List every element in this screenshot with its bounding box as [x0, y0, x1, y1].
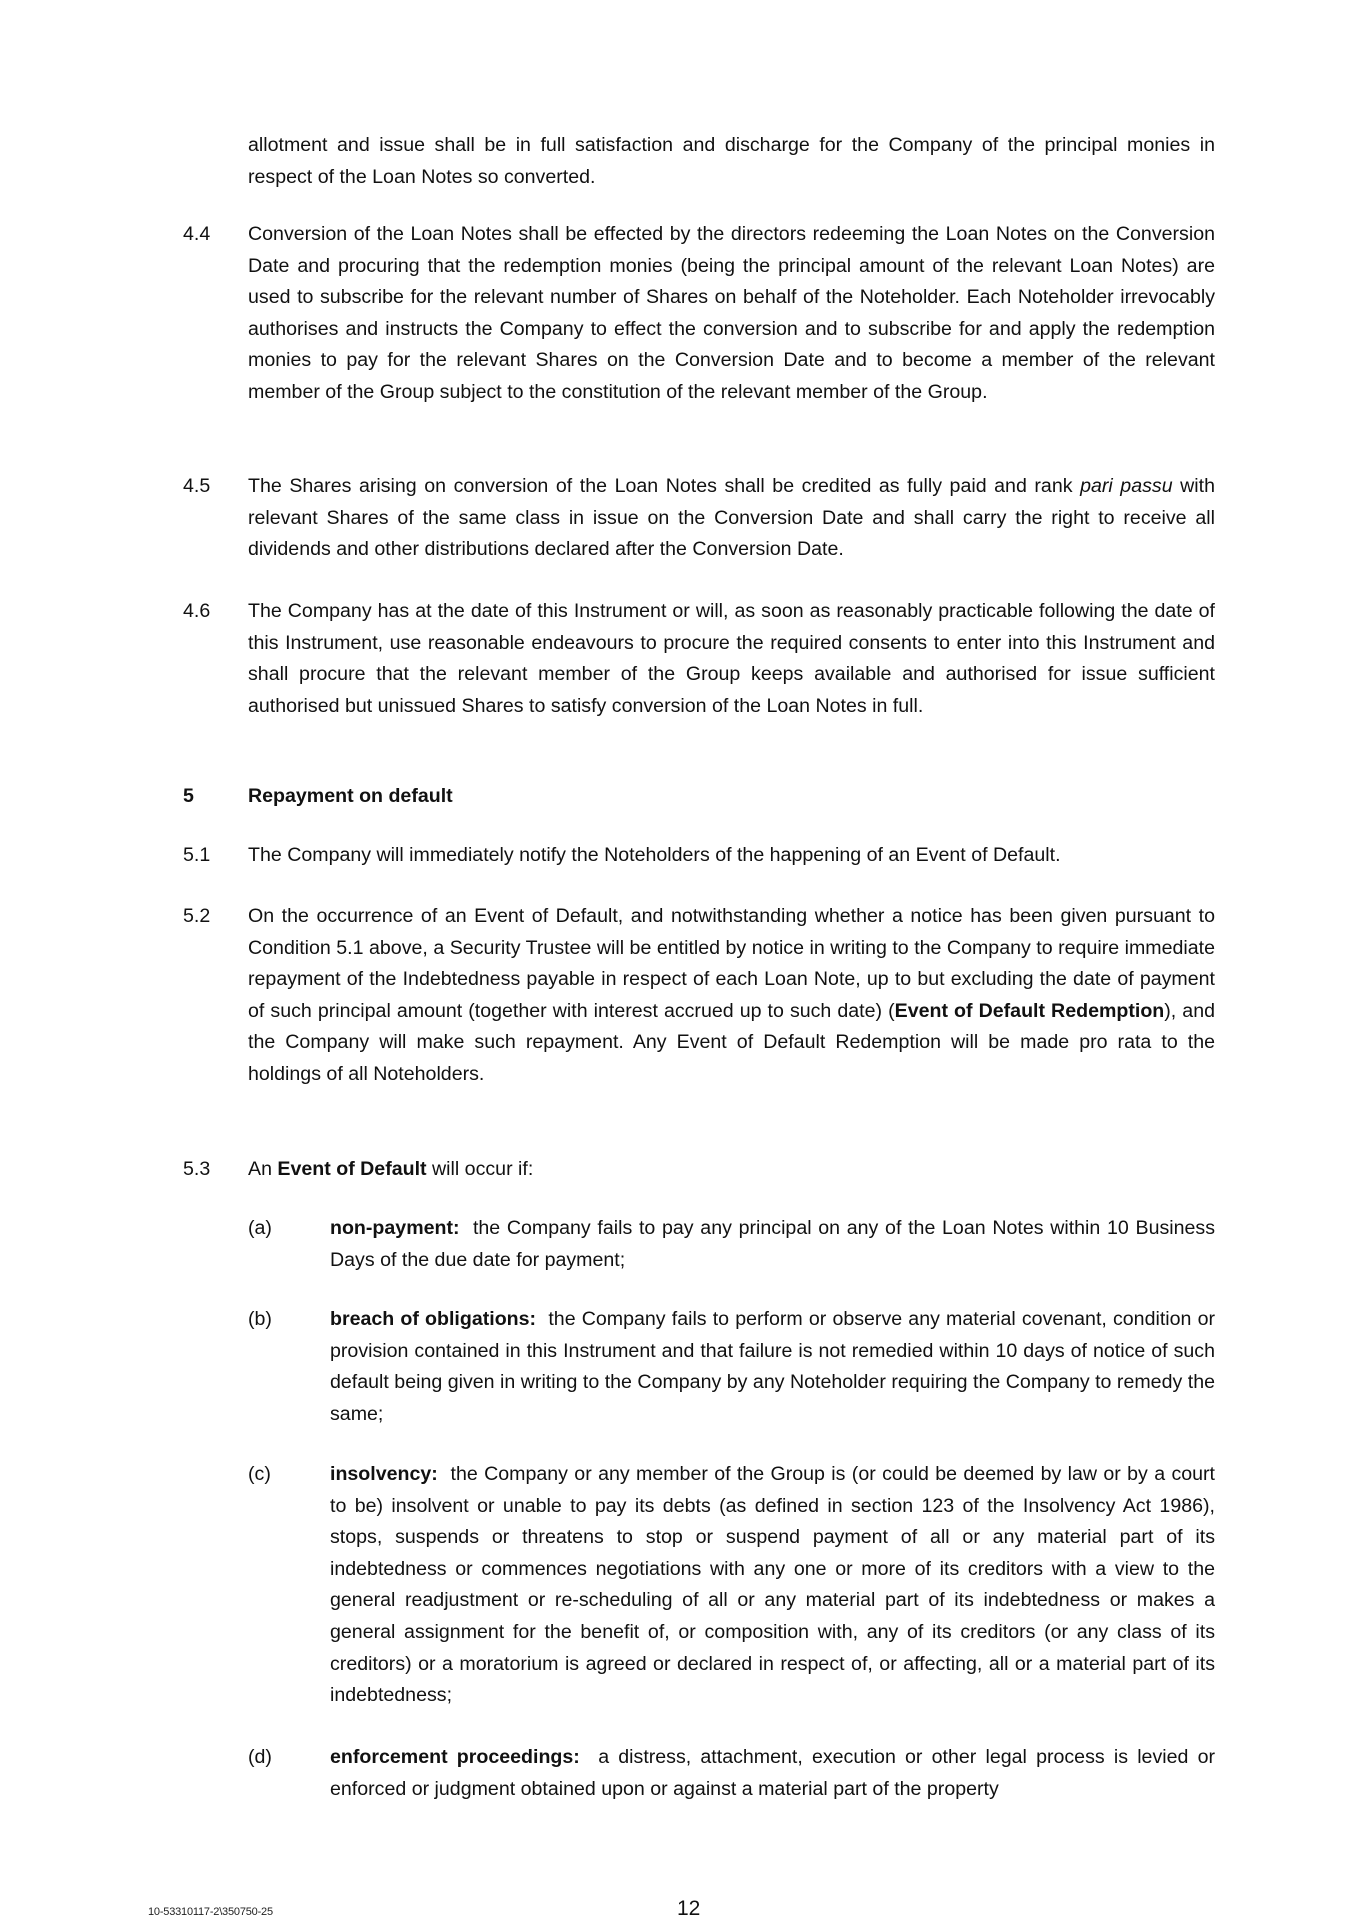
sub-item-label: (c) [248, 1463, 271, 1485]
sub-item-c [248, 1459, 1215, 1712]
sub-item-text [330, 1459, 1215, 1712]
continuation-paragraph [183, 130, 1215, 193]
clause-text-part: On the occurrence of an Event of Default, and notwithstanding whether a notice has been given pursuant to Condition 5.1 above, a Security Trustee will be entitled by notice in writing to the Company to require immediate repayment of the Indebtedness payable in respect of each Loan Note, up to but excluding the date of payment of such principal amount (together with interest accrued up to such date) ( [248, 905, 1215, 1022]
clause-text [248, 1154, 1215, 1186]
sub-item-body: a distress, attachment, execution or other legal process is levied or enforced or judgment obtained upon or against a material part of the property [330, 1746, 1215, 1800]
sub-item-a [248, 1213, 1215, 1276]
clause-text-part: with relevant Shares of the same class in issue on the Conversion Date and shall carry the right to receive all dividends and other distributions declared after the Conversion Date. [248, 475, 1215, 561]
sub-item-title: insolvency: [330, 1463, 438, 1485]
clause-number: 5.3 [183, 1158, 211, 1180]
section-heading [183, 781, 1215, 813]
sub-item-label: (a) [248, 1217, 272, 1239]
clause-number: 5.1 [183, 844, 211, 866]
sub-item-text [330, 1742, 1215, 1805]
sub-item-b [248, 1304, 1215, 1430]
clause-text [248, 471, 1215, 566]
sub-item-title: non-payment: [330, 1217, 460, 1239]
clause-number: 4.6 [183, 600, 211, 622]
clause-number: 4.5 [183, 475, 211, 497]
sub-item-label: (d) [248, 1746, 272, 1768]
clause-number: 5.2 [183, 905, 211, 927]
sub-item-title: enforcement proceedings: [330, 1746, 580, 1768]
clause-text [248, 901, 1215, 1091]
clause-text-part: ), and the Company will make such repayment. Any Event of Default Redemption will be made pro rata to the holdings of all Noteholders. [248, 999, 1215, 1085]
sub-item-text [330, 1213, 1215, 1276]
sub-item-text [330, 1304, 1215, 1430]
sub-item-title: breach of obligations: [330, 1308, 537, 1330]
clause-5-2 [183, 901, 1215, 1091]
section-number: 5 [183, 785, 194, 807]
italic-term: pari passu [1080, 475, 1173, 497]
defined-term: Event of Default [277, 1158, 427, 1180]
clause-text-part: will occur if: [426, 1158, 534, 1180]
page-number: 12 [677, 1897, 701, 1920]
clause-4-6 [183, 596, 1215, 722]
clause-text: The Company will immediately notify the Noteholders of the happening of an Event of Default. [248, 844, 1061, 866]
clause-5-3 [183, 1154, 1215, 1186]
clause-4-4 [183, 219, 1215, 409]
document-reference: 10-53310117-2\350750-25 [148, 1906, 273, 1918]
paragraph-text: allotment and issue shall be in full satisfaction and discharge for the Company of the principal monies in respect of the Loan Notes so converted. [248, 134, 1215, 188]
sub-item-label: (b) [248, 1308, 272, 1330]
clause-text: The Company has at the date of this Instrument or will, as soon as reasonably practicable following the date of this Instrument, use reasonable endeavours to procure the required consents to enter into this Instrument and shall procure that the relevant member of the Group keeps available and authorised for issue sufficient authorised but unissued Shares to satisfy conversion of the Loan Notes in full. [248, 600, 1215, 717]
clause-text-part: The Shares arising on conversion of the Loan Notes shall be credited as fully paid and rank [248, 475, 1081, 497]
clause-4-5 [183, 471, 1215, 566]
clause-text-part: An [248, 1158, 278, 1180]
clause-5-1 [183, 840, 1215, 872]
clause-number: 4.4 [183, 223, 211, 245]
sub-item-body: the Company fails to pay any principal on any of the Loan Notes within 10 Business Days of the due date for payment; [330, 1217, 1216, 1271]
defined-term: Event of Default Redemption [894, 999, 1165, 1022]
sub-item-d [248, 1742, 1215, 1805]
section-title: Repayment on default [248, 785, 453, 807]
sub-item-body: the Company fails to perform or observe any material covenant, condition or provision contained in this Instrument and that failure is not remedied within 10 days of notice of such default being given in writing to the Company by any Noteholder requiring the Company to remedy the same; [330, 1308, 1215, 1425]
clause-text: Conversion of the Loan Notes shall be effected by the directors redeeming the Loan Notes on the Conversion Date and procuring that the redemption monies (being the principal amount of the relevant Loan Notes) are used to subscribe for the relevant number of Shares on behalf of the Noteholder. Each Noteholder irrevocably authorises and instructs the Company to effect the conversion and to subscribe for and apply the redemption monies to pay for the relevant Shares on the Conversion Date and to become a member of the relevant member of the Group subject to the constitution of the relevant member of the Group. [248, 223, 1215, 403]
sub-item-body: the Company or any member of the Group is (or could be deemed by law or by a court to be) insolvent or unable to pay its debts (as defined in section 123 of the Insolvency Act 1986), stops, suspends or threatens to stop or suspend payment of all or any material part of its indebtedness or commences negotiations with any one or more of its creditors with a view to the general readjustment or re-scheduling of all or any material part of its indebtedness or makes a general assignment for the benefit of, or composition with, any of its creditors (or any class of its creditors) or a moratorium is agreed or declared in respect of, or affecting, all or a material part of its indebtedness; [330, 1463, 1215, 1707]
